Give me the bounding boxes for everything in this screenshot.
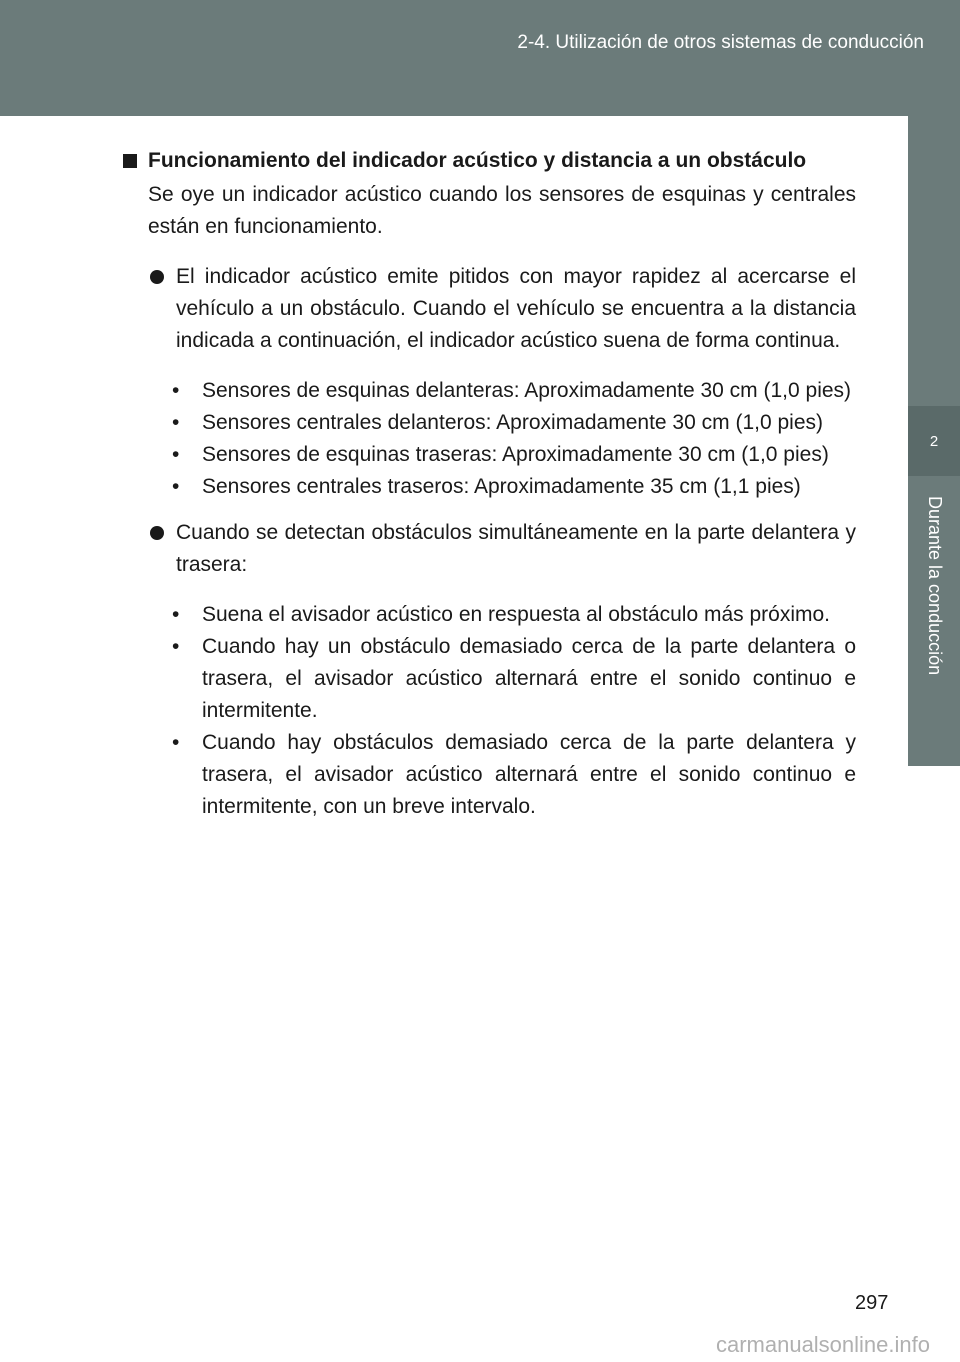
sub-list xyxy=(120,375,856,503)
sub-item: • Sensores de esquinas traseras: Aproximadamente 30 cm (1,0 pies) xyxy=(172,443,829,466)
sub-item: • Sensores centrales delanteros: Aproximadamente 30 cm (1,0 pies) xyxy=(172,411,823,434)
square-bullet-icon xyxy=(123,154,137,168)
watermark: carmanualsonline.info xyxy=(715,1332,930,1357)
bullet-item xyxy=(120,261,856,357)
bullet-text: Cuando se detectan obstáculos simultáneamente en la parte delantera y trasera: xyxy=(176,521,856,576)
sub-item: • Cuando hay un obstáculo demasiado cerca de la parte delantera o trasera, el avisador acústico alternará entre el sonido continuo e intermitente. xyxy=(172,635,856,722)
sub-list xyxy=(120,599,856,823)
chapter-tab xyxy=(908,476,960,766)
sub-item: • Sensores centrales traseros: Aproximadamente 35 cm (1,1 pies) xyxy=(172,475,801,498)
sub-item: • Cuando hay obstáculos demasiado cerca de la parte delantera y trasera, el avisador acústico alternará entre el sonido continuo e intermitente, con un breve intervalo. xyxy=(172,731,856,818)
sub-item: • Sensores de esquinas delanteras: Aproximadamente 30 cm (1,0 pies) xyxy=(172,379,852,402)
bullet-text: El indicador acústico emite pitidos con mayor rapidez al acercarse el vehículo a un obstáculo. Cuando el vehículo se encuentra a la distancia indicada a continuación, el indicador acústico suena de forma continua. xyxy=(176,265,856,352)
section-heading xyxy=(120,145,856,177)
side-tab-top xyxy=(908,116,960,406)
page-number: 297 xyxy=(855,1292,889,1314)
intro-paragraph: Se oye un indicador acústico cuando los sensores de esquinas y centrales están en funcionamiento. xyxy=(148,183,856,238)
bullet-item xyxy=(120,517,856,581)
section-title: 2-4. Utilización de otros sistemas de conducción xyxy=(517,32,924,53)
sub-item: • Suena el avisador acústico en respuesta al obstáculo más próximo. xyxy=(172,603,831,626)
heading-text: Funcionamiento del indicador acústico y distancia a un obstáculo xyxy=(148,149,807,172)
chapter-number: 2 xyxy=(908,406,960,476)
round-bullet-icon xyxy=(150,526,164,540)
round-bullet-icon xyxy=(150,270,164,284)
header-band xyxy=(0,0,960,116)
chapter-label: Durante la conducción xyxy=(925,496,945,676)
main-content xyxy=(120,145,856,837)
